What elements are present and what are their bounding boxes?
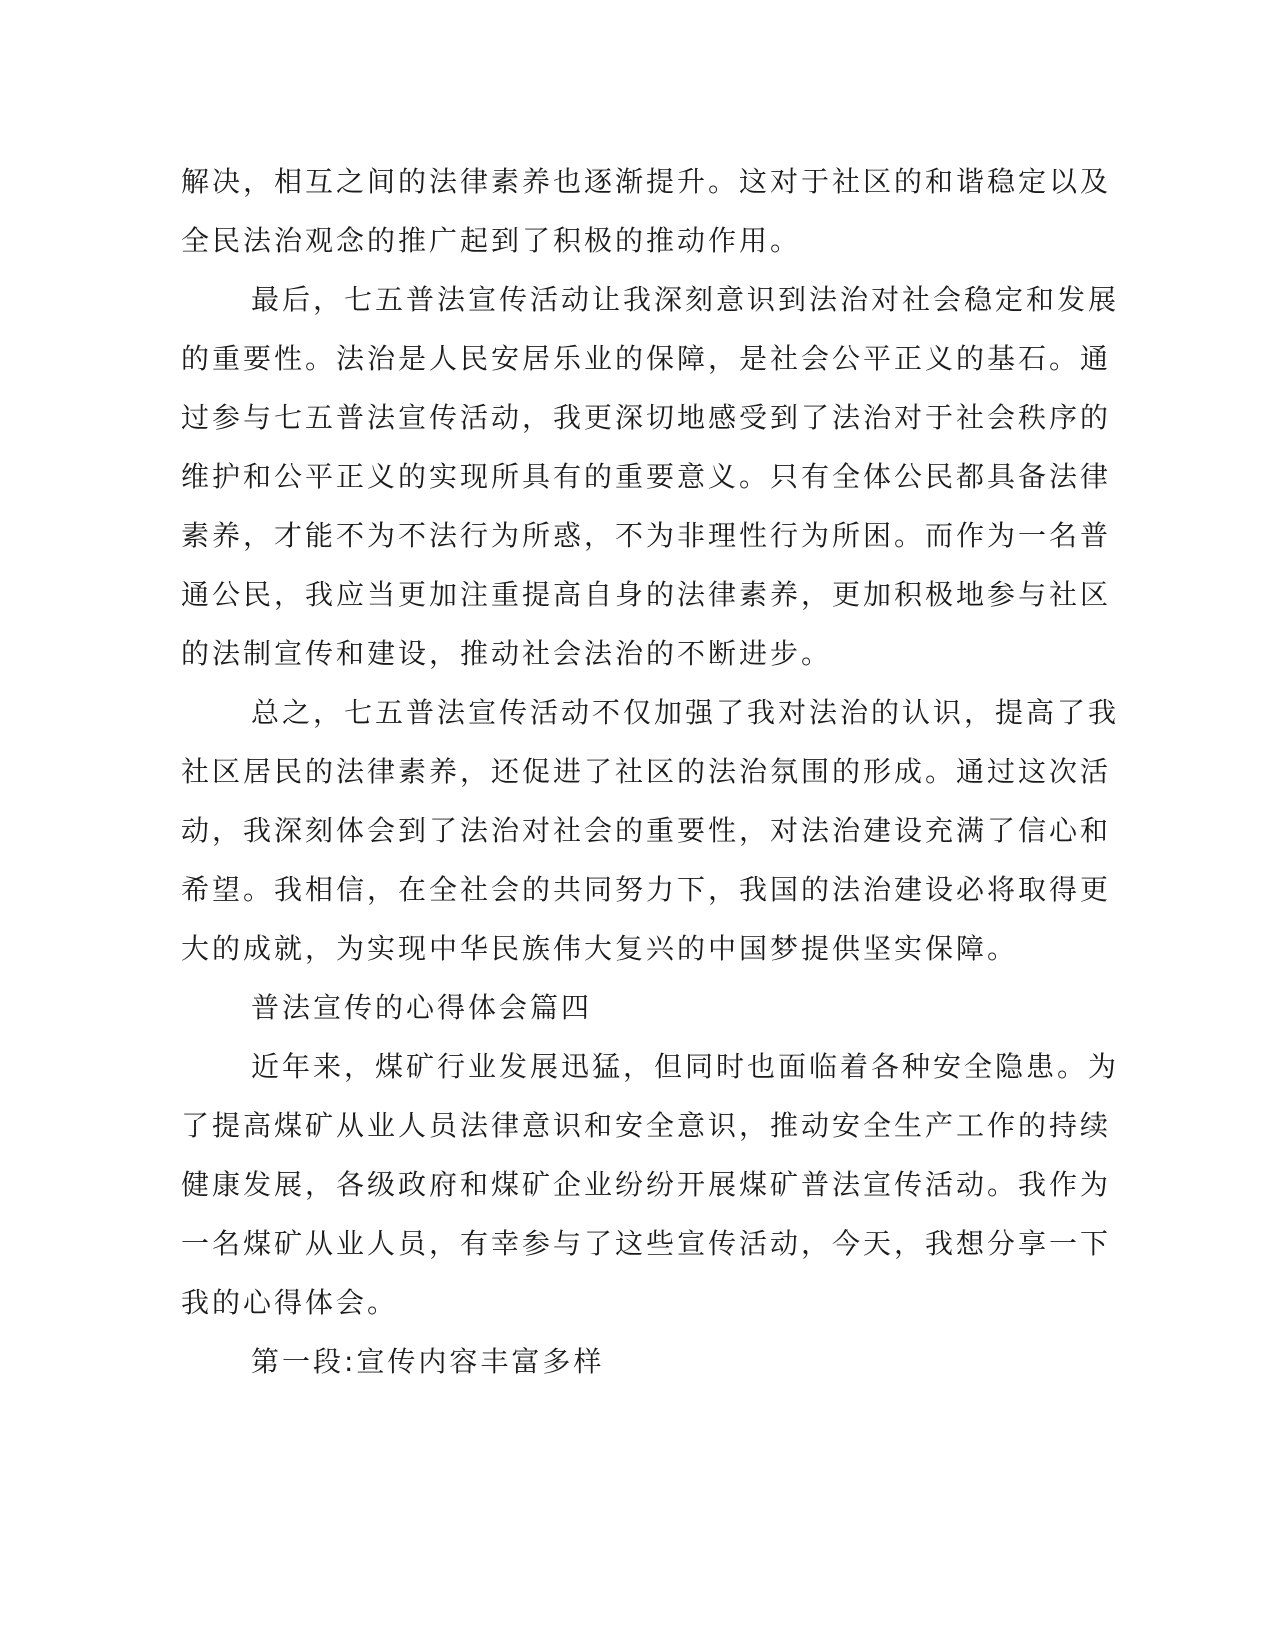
text-line: 一名煤矿从业人员，有幸参与了这些宣传活动，今天，我想分享一下 [181,1227,1112,1260]
text-line: 全民法治观念的推广起到了积极的推动作用。 [181,224,802,257]
document-body [181,152,1120,1391]
text-line: 解决，相互之间的法律素养也逐渐提升。这对于社区的和谐稳定以及 [181,165,1112,198]
text-line: 素养，才能不为不法行为所惑，不为非理性行为所困。而作为一名普 [181,519,1112,552]
text-line: 健康发展，各级政府和煤矿企业纷纷开展煤矿普法宣传活动。我作为 [181,1168,1112,1201]
text-line: 最后，七五普法宣传活动让我深刻意识到法治对社会稳定和发展 [251,283,1120,316]
paragraph-conclusion [181,683,1120,978]
text-line: 通公民，我应当更加注重提高自身的法律素养，更加积极地参与社区 [181,578,1112,611]
paragraph-continuation [181,152,1112,270]
subsection-heading [181,1332,1031,1391]
paragraph-coal-mine-intro [181,1037,1120,1332]
text-line: 总之，七五普法宣传活动不仅加强了我对法治的认识，提高了我 [251,696,1120,729]
text-line: 了提高煤矿从业人员法律意识和安全意识，推动安全生产工作的持续 [181,1109,1112,1142]
text-line: 过参与七五普法宣传活动，我更深切地感受到了法治对于社会秩序的 [181,401,1112,434]
text-line: 大的成就，为实现中华民族伟大复兴的中国梦提供坚实保障。 [181,932,1019,965]
text-line: 维护和公平正义的实现所具有的重要意义。只有全体公民都具备法律 [181,460,1112,493]
section-heading [181,978,1031,1037]
text-line: 的法制宣传和建设，推动社会法治的不断进步。 [181,637,833,670]
text-line: 动，我深刻体会到了法治对社会的重要性，对法治建设充满了信心和 [181,814,1112,847]
text-line: 我的心得体会。 [181,1286,399,1319]
section-heading-text: 普法宣传的心得体会篇四 [251,991,593,1024]
subsection-heading-text: 第一段:宣传内容丰富多样 [251,1345,605,1378]
text-line: 希望。我相信，在全社会的共同努力下，我国的法治建设必将取得更 [181,873,1112,906]
paragraph-finally [181,270,1120,683]
text-line: 社区居民的法律素养，还促进了社区的法治氛围的形成。通过这次活 [181,755,1112,788]
text-line: 的重要性。法治是人民安居乐业的保障，是社会公平正义的基石。通 [181,342,1112,375]
text-line: 近年来，煤矿行业发展迅猛，但同时也面临着各种安全隐患。为 [251,1050,1120,1083]
